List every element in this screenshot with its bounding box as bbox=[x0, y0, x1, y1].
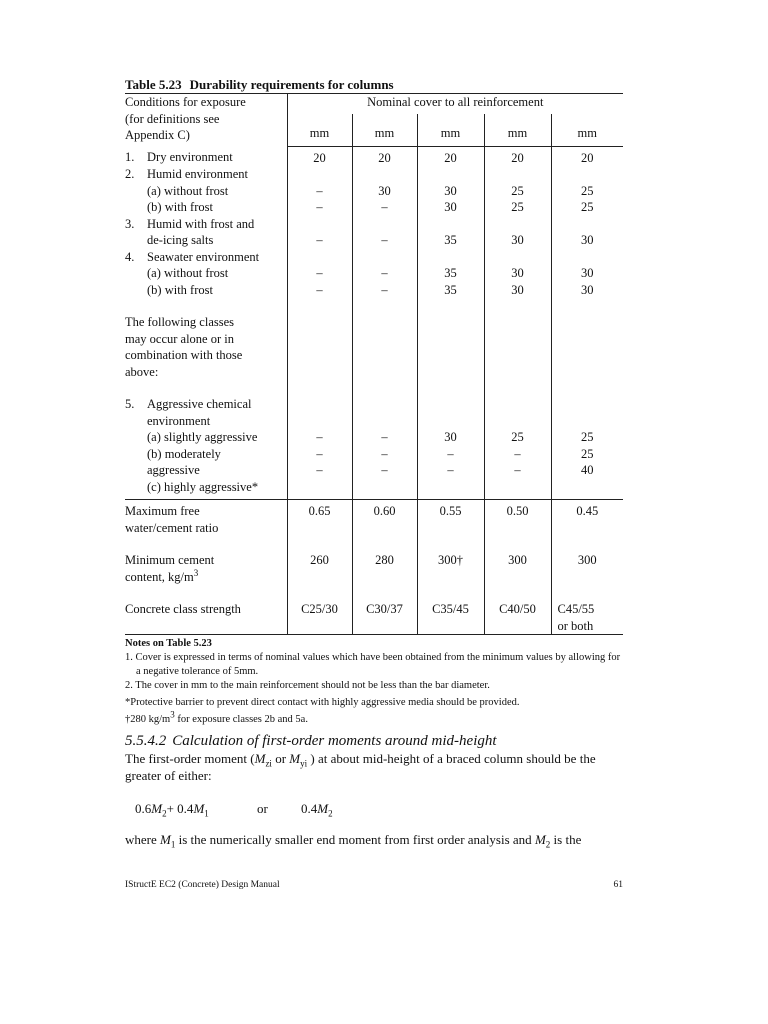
value-cell: C40/50 bbox=[484, 601, 551, 635]
row-label: (a) without frost bbox=[147, 183, 229, 198]
page-number: 61 bbox=[613, 880, 623, 890]
value-cell: – bbox=[352, 216, 417, 249]
value-cell: – bbox=[316, 446, 323, 461]
table-title: Durability requirements for columns bbox=[189, 77, 394, 92]
table-row: 1. Dry environment 20 20 20 20 20 bbox=[125, 146, 623, 166]
table-row bbox=[125, 479, 623, 500]
footer-title: IStructE EC2 (Concrete) Design Manual bbox=[125, 880, 280, 890]
table-row: 4. Seawater environment bbox=[125, 249, 623, 266]
page-footer bbox=[125, 880, 623, 890]
value-cell: 30 bbox=[417, 183, 484, 200]
unit-cell: mm bbox=[551, 114, 623, 146]
table-number: Table 5.23 bbox=[125, 77, 182, 92]
value-cell: 25 bbox=[551, 183, 623, 200]
value-cell: C25/30 bbox=[287, 601, 352, 635]
row-label: Maximum free water/cement ratio bbox=[125, 504, 219, 535]
note-star: *Protective barrier to prevent direct contact with highly aggressive media should be provided. bbox=[125, 697, 520, 708]
value-cell: – bbox=[381, 446, 388, 461]
note-1: 1. Cover is expressed in terms of nominal values which have been obtained from the minimum values by allowing for a negative tolerance of 5mm. bbox=[125, 652, 621, 677]
table-caption bbox=[125, 76, 623, 93]
value-cell: – bbox=[352, 429, 417, 446]
durability-table bbox=[125, 93, 623, 635]
value-cell: 30 bbox=[352, 183, 417, 200]
table-row bbox=[125, 199, 623, 216]
value-cell: 35 bbox=[417, 216, 484, 249]
paragraph: where $M_1$ is the numerically smaller end moment from first order analysis and $M_2$ is the bbox=[125, 832, 582, 850]
value-cell: – bbox=[514, 463, 521, 477]
value-cell: 0.55 bbox=[417, 500, 484, 553]
value-cell: – bbox=[447, 446, 454, 461]
value-cell: – bbox=[352, 282, 417, 299]
row-label: Aggressive chemical environment bbox=[147, 397, 252, 428]
value-cell: 40 bbox=[581, 463, 594, 477]
row-label: Humid environment bbox=[147, 167, 249, 181]
table-row bbox=[125, 500, 623, 553]
table-notes bbox=[125, 637, 623, 727]
header-exposure: Conditions for exposure (for definitions see Appendix C) bbox=[125, 94, 287, 147]
table-row bbox=[125, 446, 623, 479]
value-cell: 0.65 bbox=[287, 500, 352, 553]
value-cell: 280 bbox=[352, 552, 417, 601]
unit-cell: mm bbox=[352, 114, 417, 146]
row-label: (c) highly aggressive* bbox=[125, 479, 287, 500]
value-cell: C45/55 or both bbox=[551, 601, 623, 635]
value-cell: 30 bbox=[551, 265, 623, 282]
value-cell: 25 bbox=[581, 446, 594, 461]
paragraph: The first-order moment ($M_{zi}$ or $M_{yi}$ ) at about mid-height of a braced column should be the greater of either: bbox=[125, 751, 596, 783]
row-label: Concrete class strength bbox=[125, 601, 287, 635]
value-cell: 300† bbox=[417, 552, 484, 601]
row-label: Minimum cement bbox=[125, 553, 215, 567]
row-label: Humid with frost and de-icing salts bbox=[147, 216, 255, 247]
note-dagger: †280 $kg/m^3$ for exposure classes 2b and 5a. bbox=[125, 709, 308, 725]
value-cell: 30 bbox=[484, 265, 551, 282]
row-label: Dry environment bbox=[147, 150, 233, 164]
table-row bbox=[125, 183, 623, 200]
table-row: 2. Humid environment bbox=[125, 166, 623, 183]
value-cell: 0.50 bbox=[484, 500, 551, 553]
following-classes-note: The following classes may occur alone or in combination with those above: bbox=[125, 315, 243, 379]
formula: $0.6M_2+ 0.4M_1$ or $0.4M_2$ bbox=[135, 801, 333, 819]
value-cell: 20 bbox=[484, 146, 551, 166]
value-cell: 30 bbox=[551, 282, 623, 299]
value-cell: 20 bbox=[551, 146, 623, 166]
value-cell: 300 bbox=[484, 552, 551, 601]
value-cell: – bbox=[447, 463, 454, 477]
unit-cell: mm bbox=[287, 114, 352, 146]
value-cell: 30 bbox=[417, 429, 484, 446]
unit-cell: mm bbox=[484, 114, 551, 146]
value-cell: 0.45 bbox=[551, 500, 623, 553]
value-cell: C35/45 bbox=[417, 601, 484, 635]
value-cell: 25 bbox=[484, 183, 551, 200]
value-cell: – bbox=[287, 199, 352, 216]
table-row bbox=[125, 601, 623, 635]
value-cell: – bbox=[316, 463, 323, 477]
value-cell: – bbox=[514, 446, 521, 461]
value-cell: 300 bbox=[551, 552, 623, 601]
value-cell: – bbox=[352, 265, 417, 282]
row-label: Seawater environment bbox=[147, 249, 260, 264]
value-cell: 35 bbox=[417, 265, 484, 282]
table-row: Minimum cement content, $kg/m^3$ 260 280 300† 300 300 bbox=[125, 552, 623, 601]
table-row bbox=[125, 265, 623, 282]
row-label: content, kg/m bbox=[125, 569, 194, 584]
table-row bbox=[125, 429, 623, 446]
section-number: 5.5.4.2 bbox=[125, 733, 167, 749]
header-nominal-cover: Nominal cover to all reinforcement bbox=[287, 94, 623, 115]
value-cell: 25 bbox=[551, 199, 623, 216]
row-label: (a) slightly aggressive bbox=[147, 430, 258, 444]
value-cell: – bbox=[381, 463, 388, 477]
value-cell: 20 bbox=[417, 146, 484, 166]
table-row bbox=[125, 298, 623, 396]
row-label: (a) without frost bbox=[147, 266, 229, 280]
value-cell: – bbox=[287, 429, 352, 446]
value-cell: 30 bbox=[484, 282, 551, 299]
note-2: 2. The cover in mm to the main reinforcement should not be less than the bar diameter. bbox=[125, 680, 490, 691]
value-cell: 20 bbox=[287, 146, 352, 166]
notes-title: Notes on Table 5.23 bbox=[125, 638, 212, 649]
section-title: Calculation of first-order moments around mid-height bbox=[172, 733, 497, 749]
value-cell: 25 bbox=[484, 199, 551, 216]
value-cell: – bbox=[287, 183, 352, 200]
value-cell: C30/37 bbox=[352, 601, 417, 635]
value-cell: 0.60 bbox=[352, 500, 417, 553]
value-cell: 20 bbox=[352, 146, 417, 166]
row-label: (b) with frost bbox=[147, 200, 213, 214]
value-cell: 35 bbox=[417, 282, 484, 299]
value-cell: 25 bbox=[551, 429, 623, 446]
value-cell: 30 bbox=[484, 216, 551, 249]
table-row: 5. Aggressive chemical environment bbox=[125, 396, 623, 429]
value-cell: 260 bbox=[287, 552, 352, 601]
value-cell: 30 bbox=[551, 216, 623, 249]
value-cell: – bbox=[352, 199, 417, 216]
value-cell: 25 bbox=[484, 429, 551, 446]
row-label: (b) moderately aggressive bbox=[147, 446, 221, 477]
value-cell: 30 bbox=[417, 199, 484, 216]
page-content bbox=[125, 76, 623, 848]
value-cell: – bbox=[287, 216, 352, 249]
unit-cell: mm bbox=[417, 114, 484, 146]
table-row: 3. Humid with frost and de-icing salts – – 35 30 30 bbox=[125, 216, 623, 249]
value-cell: – bbox=[287, 265, 352, 282]
table-row bbox=[125, 282, 623, 299]
value-cell: – bbox=[287, 282, 352, 299]
section-heading bbox=[125, 733, 623, 750]
row-label: (b) with frost bbox=[147, 282, 213, 297]
